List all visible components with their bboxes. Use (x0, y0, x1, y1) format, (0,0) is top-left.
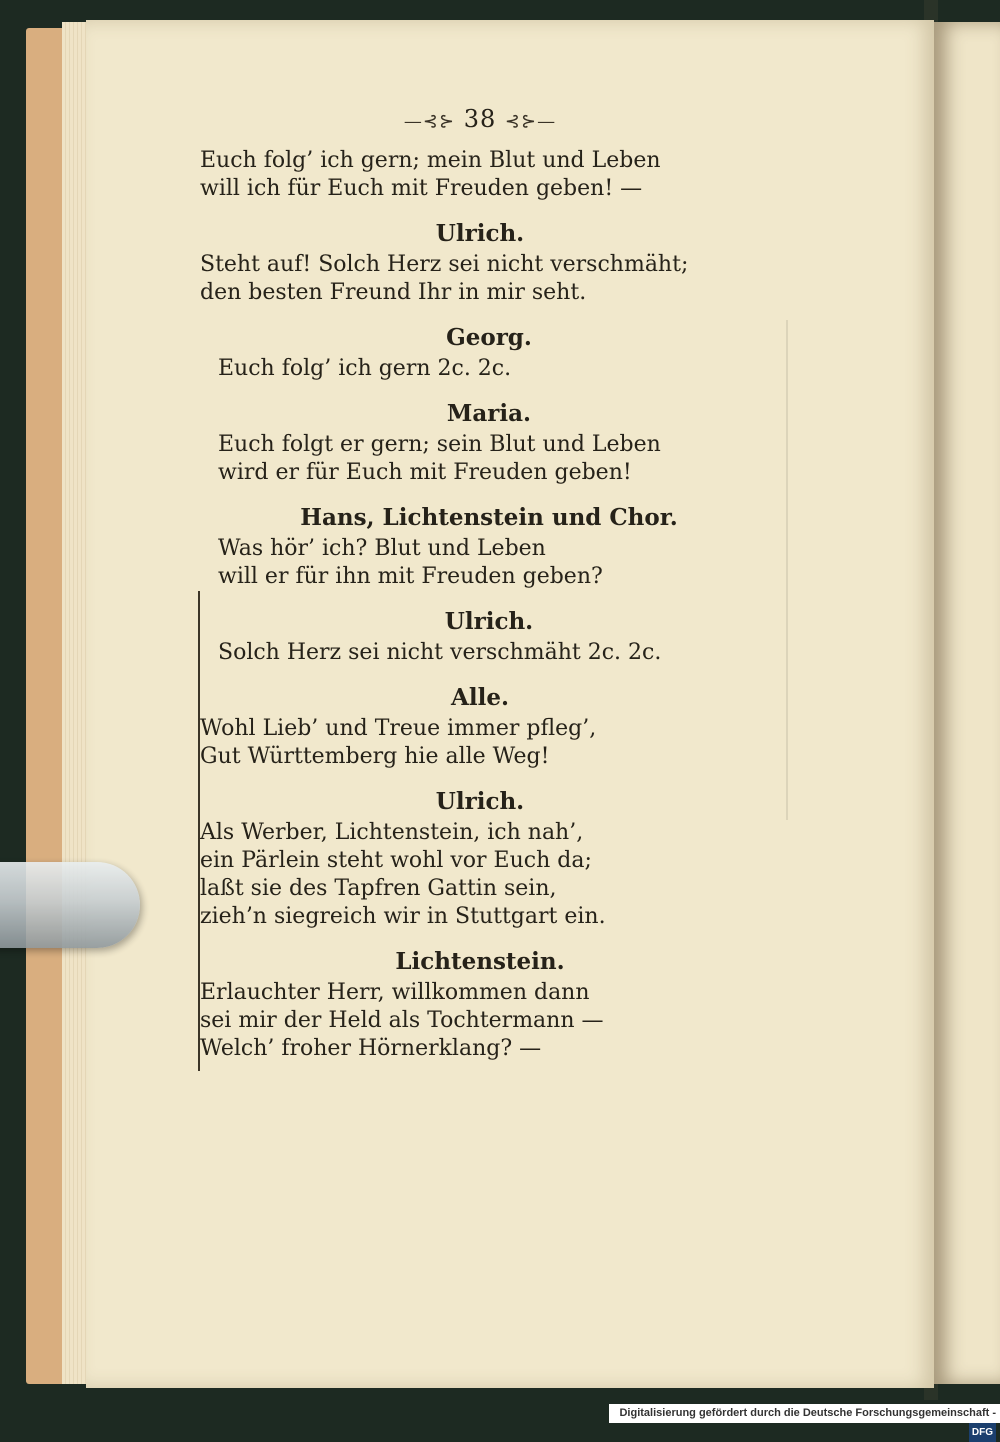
section-6 (200, 681, 760, 771)
verse-line: Als Werber, Lichtenstein, ich nah’, (200, 820, 584, 845)
speaker-name: Hans, Lichtenstein und Chor. (300, 504, 678, 531)
speaker-name: Ulrich. (444, 608, 534, 635)
verse-line: sei mir der Held als Tochtermann — (200, 1008, 604, 1033)
verse-line: laßt sie des Tapfren Gattin sein, (200, 876, 557, 901)
footer-text: Digitalisierung gefördert durch die Deutsche Forschungsgemeinschaft - (619, 1407, 996, 1419)
speaker-name: Maria. (446, 400, 532, 427)
verse-line: wird er für Euch mit Freuden geben! (218, 460, 632, 485)
verse-line: Gut Württemberg hie alle Weg! (200, 744, 550, 769)
verse-line: zieh’n siegreich wir in Stuttgart ein. (200, 904, 606, 929)
section-1 (200, 217, 760, 307)
verse-line: Euch folgt er gern; sein Blut und Leben (218, 432, 661, 457)
verse-line: Was hör’ ich? Blut und Leben (218, 536, 546, 561)
page-content (200, 105, 760, 1063)
digitization-footer (609, 1404, 1000, 1438)
page-header (200, 105, 760, 133)
speaker-name: Ulrich. (435, 220, 525, 247)
page-number: 38 (463, 105, 497, 133)
ensemble-brace (198, 591, 216, 1071)
page-clip (0, 862, 140, 948)
verse-line: ein Pärlein steht wohl vor Euch da; (200, 848, 592, 873)
verse-line: Euch folg’ ich gern; mein Blut und Leben (200, 148, 661, 173)
verse-line: Erlauchter Herr, willkommen dann (200, 980, 590, 1005)
facing-page-edge (934, 22, 1000, 1384)
verse-line: Wohl Lieb’ und Treue immer pfleg’, (200, 716, 597, 741)
section-7 (200, 785, 760, 931)
verse-line: will ich für Euch mit Freuden geben! — (200, 176, 643, 201)
verse-line: Euch folg’ ich gern 2c. 2c. (218, 356, 512, 381)
verse-line: Solch Herz sei nicht verschmäht 2c. 2c. (218, 640, 662, 665)
section-8 (200, 945, 760, 1063)
ensemble-block (200, 321, 760, 667)
show-through-bleed (786, 320, 848, 820)
verse-line: Steht auf! Solch Herz sei nicht verschmäht; (200, 252, 689, 277)
speaker-name: Ulrich. (435, 788, 525, 815)
verse-line: Welch’ froher Hörnerklang? — (200, 1036, 542, 1061)
speaker-name: Georg. (446, 324, 532, 351)
speaker-name: Lichtenstein. (395, 948, 565, 975)
ornament-left-icon: —⊰⊱ (403, 111, 456, 132)
ornament-right-icon: ⊰⊱— (504, 111, 557, 132)
speaker-name: Alle. (451, 684, 509, 711)
dfg-logo: DFG (969, 1423, 996, 1442)
section-0 (200, 147, 760, 203)
verse-line: den besten Freund Ihr in mir seht. (200, 280, 587, 305)
verse-line: will er für ihn mit Freuden geben? (218, 564, 603, 589)
